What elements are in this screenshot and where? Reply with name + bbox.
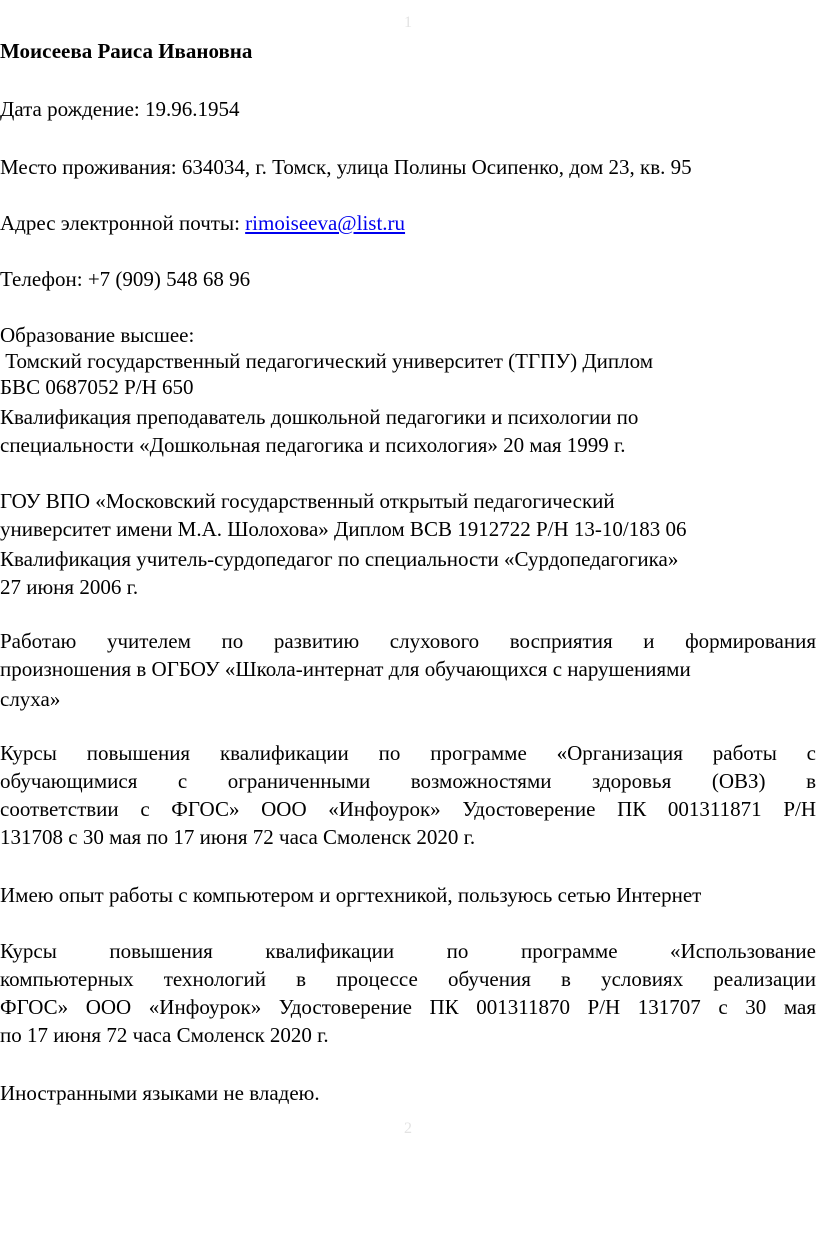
birth-date: Дата рождение: 19.96.1954	[0, 97, 240, 121]
education2-line: Квалификация учитель-сурдопедагог по специальности «Сурдопедагогика»	[0, 547, 679, 571]
email-link[interactable]: rimoiseeva@list.ru	[245, 211, 406, 235]
languages: Иностранными языками не владею.	[0, 1081, 320, 1105]
computer-skills: Имею опыт работы с компьютером и оргтехникой, пользуюсь сетью Интернет	[0, 883, 702, 907]
work-line: Работаю учителем по развитию слухового восприятия и формирования	[0, 629, 816, 653]
courses2-line: компьютерных технологий в процессе обучения в условиях реализации	[0, 967, 816, 991]
residence-address: Место проживания: 634034, г. Томск, улица Полины Осипенко, дом 23, кв. 95	[0, 155, 692, 179]
page-number-bottom: 2	[404, 1120, 412, 1137]
courses1-line: Курсы повышения квалификации по программе «Организация работы с	[0, 741, 816, 765]
education2-line: 27 июня 2006 г.	[0, 575, 139, 599]
education2-line: университет имени М.А. Шолохова» Диплом ВСВ 1912722 Р/Н 13-10/183 06	[0, 517, 687, 541]
person-name: Моисеева Раиса Ивановна	[0, 39, 253, 63]
education-line: БВС 0687052 Р/Н 650	[0, 375, 194, 399]
education-heading: Образование высшее:	[0, 323, 195, 347]
phone: Телефон: +7 (909) 548 68 96	[0, 267, 251, 291]
courses1-line: соответствии с ФГОС» ООО «Инфоурок» Удостоверение ПК 001311871 Р/Н	[0, 797, 816, 821]
email-label: Адрес электронной почты:	[0, 211, 246, 235]
courses2-line: Курсы повышения квалификации по программе «Использование	[0, 939, 816, 963]
education-line: специальности «Дошкольная педагогика и психология» 20 мая 1999 г.	[0, 433, 626, 457]
courses2-line: по 17 июня 72 часа Смоленск 2020 г.	[0, 1023, 329, 1047]
education-line: Томский государственный педагогический университет (ТГПУ) Диплом	[0, 349, 654, 373]
work-line: произношения в ОГБОУ «Школа-интернат для обучающихся с нарушениями	[0, 657, 691, 681]
page-number-top: 1	[404, 14, 412, 31]
courses2-line: ФГОС» ООО «Инфоурок» Удостоверение ПК 001311870 Р/Н 131707 с 30 мая	[0, 995, 816, 1019]
email-line	[0, 210, 405, 236]
education2-line: ГОУ ВПО «Московский государственный открытый педагогический	[0, 489, 615, 513]
work-line: слуха»	[0, 687, 61, 711]
education-line: Квалификация преподаватель дошкольной педагогики и психологии по	[0, 405, 639, 429]
courses1-line: 131708 с 30 мая по 17 июня 72 часа Смоленск 2020 г.	[0, 825, 476, 849]
courses1-line: обучающимися с ограниченными возможностями здоровья (ОВЗ) в	[0, 769, 816, 793]
